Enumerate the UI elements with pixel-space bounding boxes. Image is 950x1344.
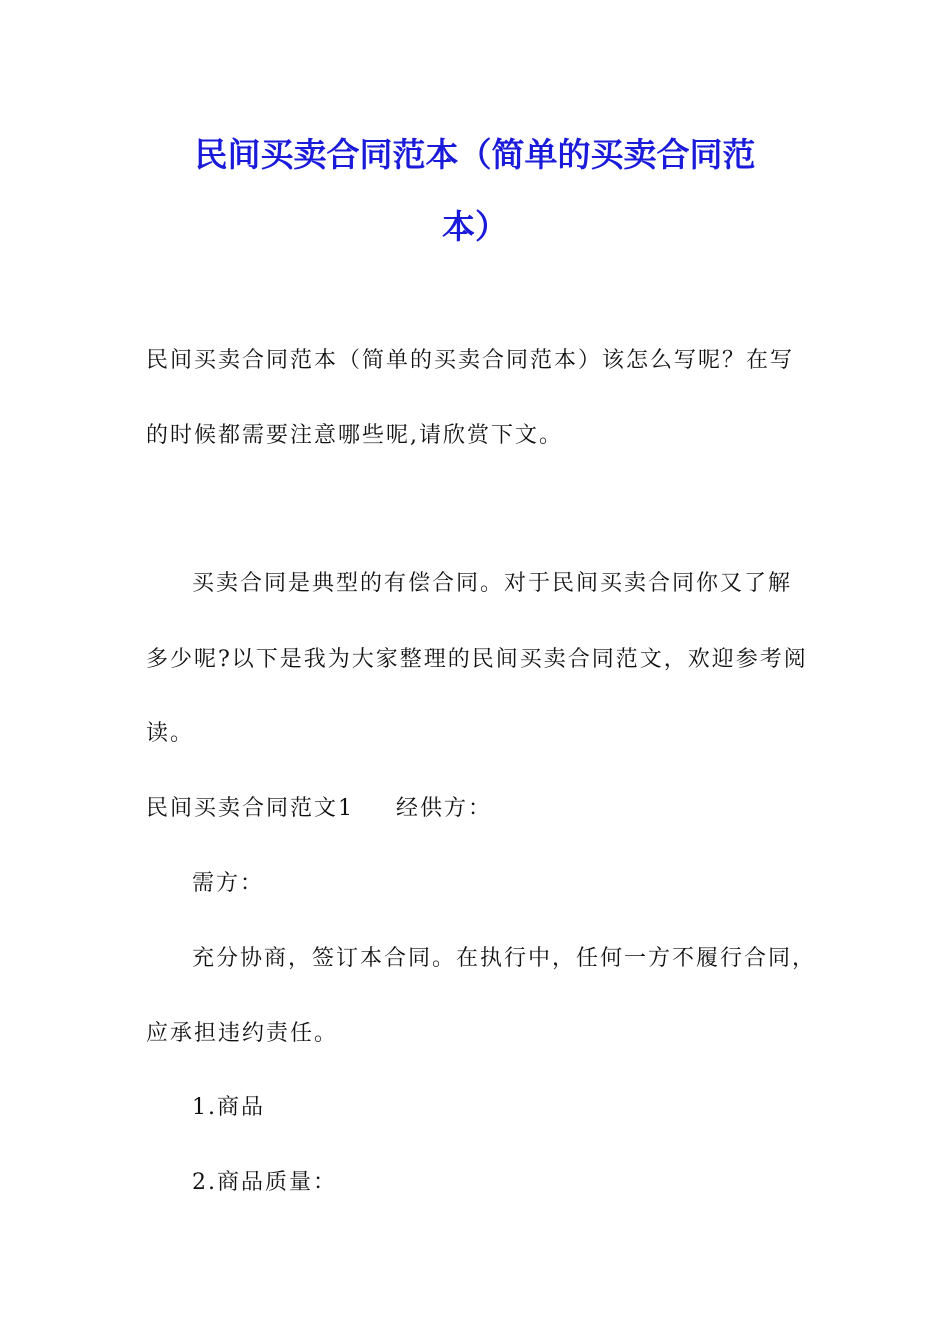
document-title-line-2: 本）	[442, 207, 508, 246]
sample-heading-line	[146, 796, 826, 822]
list-item-2: 2.商品质量：	[192, 1170, 337, 1195]
intro-line-2: 的时候都需要注意哪些呢,请欣赏下文。	[146, 423, 563, 448]
buyer-label: 需方：	[192, 871, 265, 896]
paragraph-2-line-2: 应承担违约责任。	[146, 1021, 339, 1046]
sample-heading: 民间买卖合同范文1	[146, 796, 354, 821]
paragraph-1-line-3: 读。	[146, 721, 195, 746]
paragraph-2-line-1: 充分协商，签订本合同。在执行中，任何一方不履行合同，	[192, 946, 817, 971]
list-item-1: 1.商品	[192, 1095, 265, 1120]
intro-line-1: 民间买卖合同范本（简单的买卖合同范本）该怎么写呢？在写	[146, 348, 795, 373]
supplier-label: 经供方：	[396, 796, 493, 821]
paragraph-1-line-1: 买卖合同是典型的有偿合同。对于民间买卖合同你又了解	[192, 571, 793, 596]
paragraph-1-line-2: 多少呢?以下是我为大家整理的民间买卖合同范文，欢迎参考阅	[146, 647, 808, 672]
document-title-line-1: 民间买卖合同范本（简单的买卖合同范	[194, 135, 756, 174]
